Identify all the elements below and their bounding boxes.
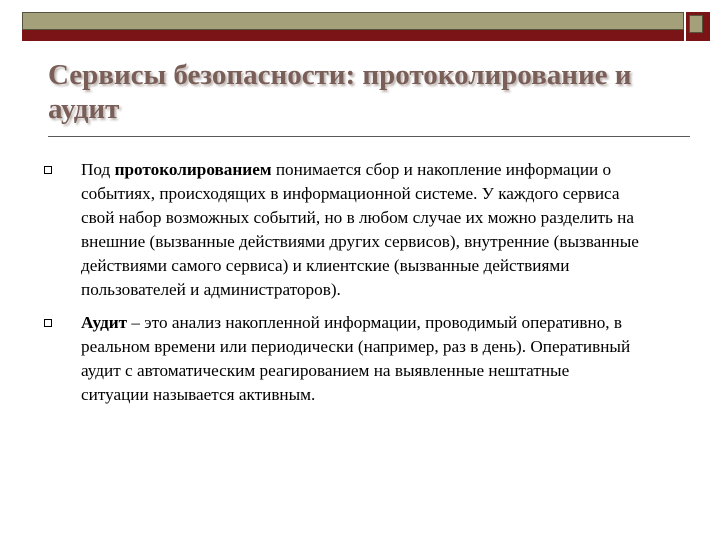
bullet-lead: Под (81, 160, 115, 179)
bullet-text (81, 158, 641, 302)
slide-title: Сервисы безопасности: протоколирование и аудит (48, 59, 632, 125)
bullet-body: понимается сбор и накопление информации о событиях, происходящих в информационной системе. У каждого сервиса свой набор возможных событий, но в любом случае их можно разделить на внешние (вызванные действиями других сервисов), внутренние (вызванные действиями самого сервиса) и клиентские (вызванные действиями пользователей и администраторов). (81, 160, 639, 299)
bullet-item-audit (44, 311, 674, 407)
bullet-term: протоколированием (114, 160, 272, 179)
header-corner-square-inner (689, 15, 703, 33)
header-band-olive (22, 12, 684, 30)
bullet-body: – это анализ накопленной информации, проводимый оперативно, в реальном времени или периодически (например, раз в день). Оперативный аудит с автоматическим реагированием на выявленные нештатные ситуации называется активным. (81, 313, 631, 404)
bullet-item-logging (44, 158, 674, 302)
square-bullet-icon (44, 319, 52, 327)
bullet-term: Аудит (81, 313, 128, 332)
header-band-red (22, 30, 684, 41)
bullet-text (81, 311, 641, 407)
bullet-list (44, 158, 674, 416)
title-divider (48, 136, 690, 137)
square-bullet-icon (44, 166, 52, 174)
